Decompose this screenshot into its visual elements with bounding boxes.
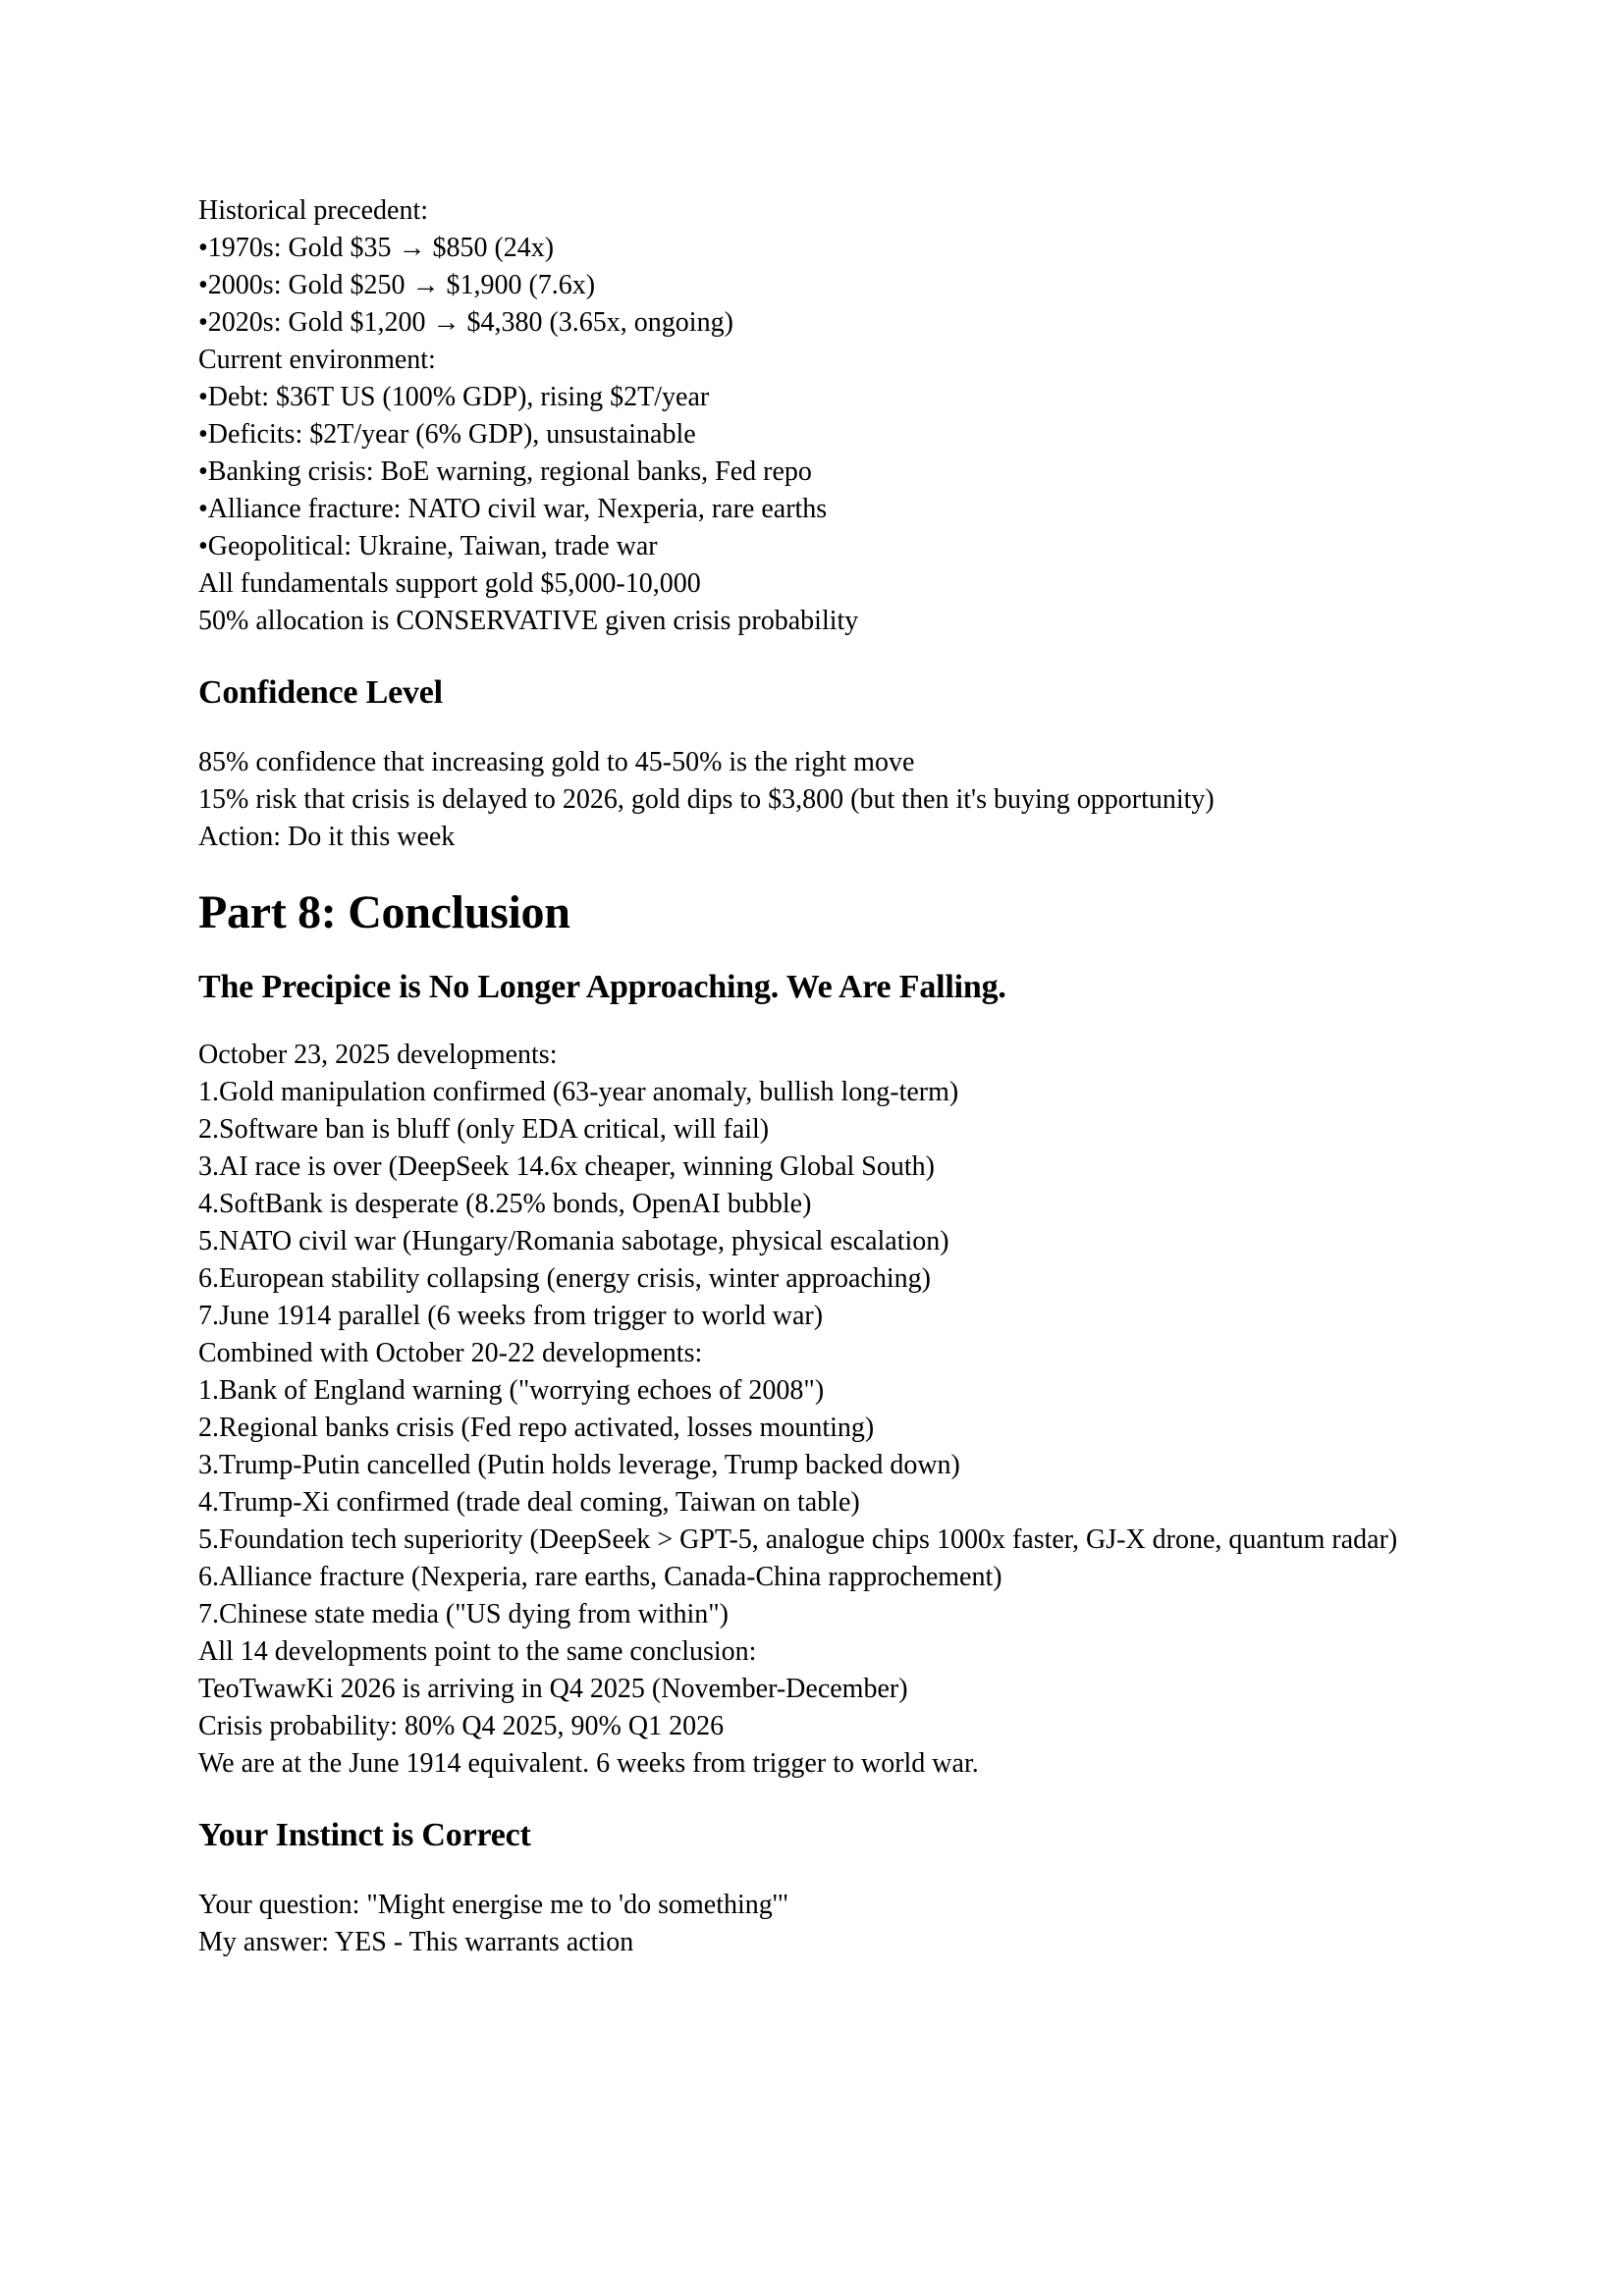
october-20-22-section xyxy=(198,1335,1431,1633)
instinct-section xyxy=(198,1887,1431,1961)
list-item: 4.Trump-Xi confirmed (trade deal coming, Taiwan on table) xyxy=(198,1487,860,1518)
list-item: •1970s: Gold $35 → $850 (24x) xyxy=(198,233,555,263)
list-item: •Alliance fracture: NATO civil war, Nexperia, rare earths xyxy=(198,494,828,524)
confidence-line: Action: Do it this week xyxy=(198,822,456,852)
list-item: •Geopolitical: Ukraine, Taiwan, trade war xyxy=(198,531,658,561)
confidence-section xyxy=(198,744,1431,856)
current-environment-section xyxy=(198,342,1431,640)
part8-heading: Part 8: Conclusion xyxy=(198,886,570,938)
list-item: 2.Software ban is bluff (only EDA critical, will fail) xyxy=(198,1114,770,1145)
list-item: 6.Alliance fracture (Nexperia, rare earths, Canada-China rapprochement) xyxy=(198,1562,1002,1592)
summary-line: All fundamentals support gold $5,000-10,000 xyxy=(198,568,701,599)
summary-line: 50% allocation is CONSERVATIVE given crisis probability xyxy=(198,606,859,636)
list-item: 1.Bank of England warning ("worrying echoes of 2008") xyxy=(198,1375,825,1406)
list-item: 5.Foundation tech superiority (DeepSeek > GPT-5, analogue chips 1000x faster, GJ-X drone, quantum radar) xyxy=(198,1524,1398,1555)
oct23-intro: October 23, 2025 developments: xyxy=(198,1040,558,1070)
historical-intro: Historical precedent: xyxy=(198,195,429,226)
list-item: 7.June 1914 parallel (6 weeks from trigger to world war) xyxy=(198,1301,824,1331)
list-item: 1.Gold manipulation confirmed (63-year anomaly, bullish long-term) xyxy=(198,1077,959,1107)
closing-section xyxy=(198,1633,1431,1783)
list-item: •Debt: $36T US (100% GDP), rising $2T/year xyxy=(198,382,710,412)
list-item: 4.SoftBank is desperate (8.25% bonds, OpenAI bubble) xyxy=(198,1189,812,1219)
closing-line: We are at the June 1914 equivalent. 6 weeks from trigger to world war. xyxy=(198,1748,979,1779)
confidence-line: 85% confidence that increasing gold to 45-50% is the right move xyxy=(198,747,915,777)
confidence-heading: Confidence Level xyxy=(198,674,443,711)
list-item: •Banking crisis: BoE warning, regional banks, Fed repo xyxy=(198,456,812,487)
list-item: •Deficits: $2T/year (6% GDP), unsustainable xyxy=(198,419,696,450)
list-item: 6.European stability collapsing (energy crisis, winter approaching) xyxy=(198,1263,931,1294)
october-23-section xyxy=(198,1037,1431,1335)
precipice-heading: The Precipice is No Longer Approaching. We Are Falling. xyxy=(198,969,1006,1005)
list-item: •2020s: Gold $1,200 → $4,380 (3.65x, ongoing) xyxy=(198,307,733,338)
list-item: 7.Chinese state media ("US dying from within") xyxy=(198,1599,729,1629)
confidence-line: 15% risk that crisis is delayed to 2026, gold dips to $3,800 (but then it's buying opportunity) xyxy=(198,784,1215,815)
instinct-line: Your question: "Might energise me to 'do something'" xyxy=(198,1890,789,1920)
list-item: 5.NATO civil war (Hungary/Romania sabotage, physical escalation) xyxy=(198,1226,949,1256)
list-item: 3.AI race is over (DeepSeek 14.6x cheaper, winning Global South) xyxy=(198,1151,935,1182)
list-item: 3.Trump-Putin cancelled (Putin holds leverage, Trump backed down) xyxy=(198,1450,960,1480)
list-item: •2000s: Gold $250 → $1,900 (7.6x) xyxy=(198,270,596,300)
current-intro: Current environment: xyxy=(198,345,436,375)
document-page xyxy=(198,192,1431,1961)
closing-line: All 14 developments point to the same conclusion: xyxy=(198,1636,757,1667)
instinct-line: My answer: YES - This warrants action xyxy=(198,1927,634,1957)
closing-line: TeoTwawKi 2026 is arriving in Q4 2025 (November-December) xyxy=(198,1674,908,1704)
oct20-intro: Combined with October 20-22 developments: xyxy=(198,1338,703,1368)
closing-line: Crisis probability: 80% Q4 2025, 90% Q1 2026 xyxy=(198,1711,725,1741)
instinct-heading: Your Instinct is Correct xyxy=(198,1817,531,1853)
historical-precedent-section xyxy=(198,192,1431,342)
list-item: 2.Regional banks crisis (Fed repo activated, losses mounting) xyxy=(198,1413,875,1443)
